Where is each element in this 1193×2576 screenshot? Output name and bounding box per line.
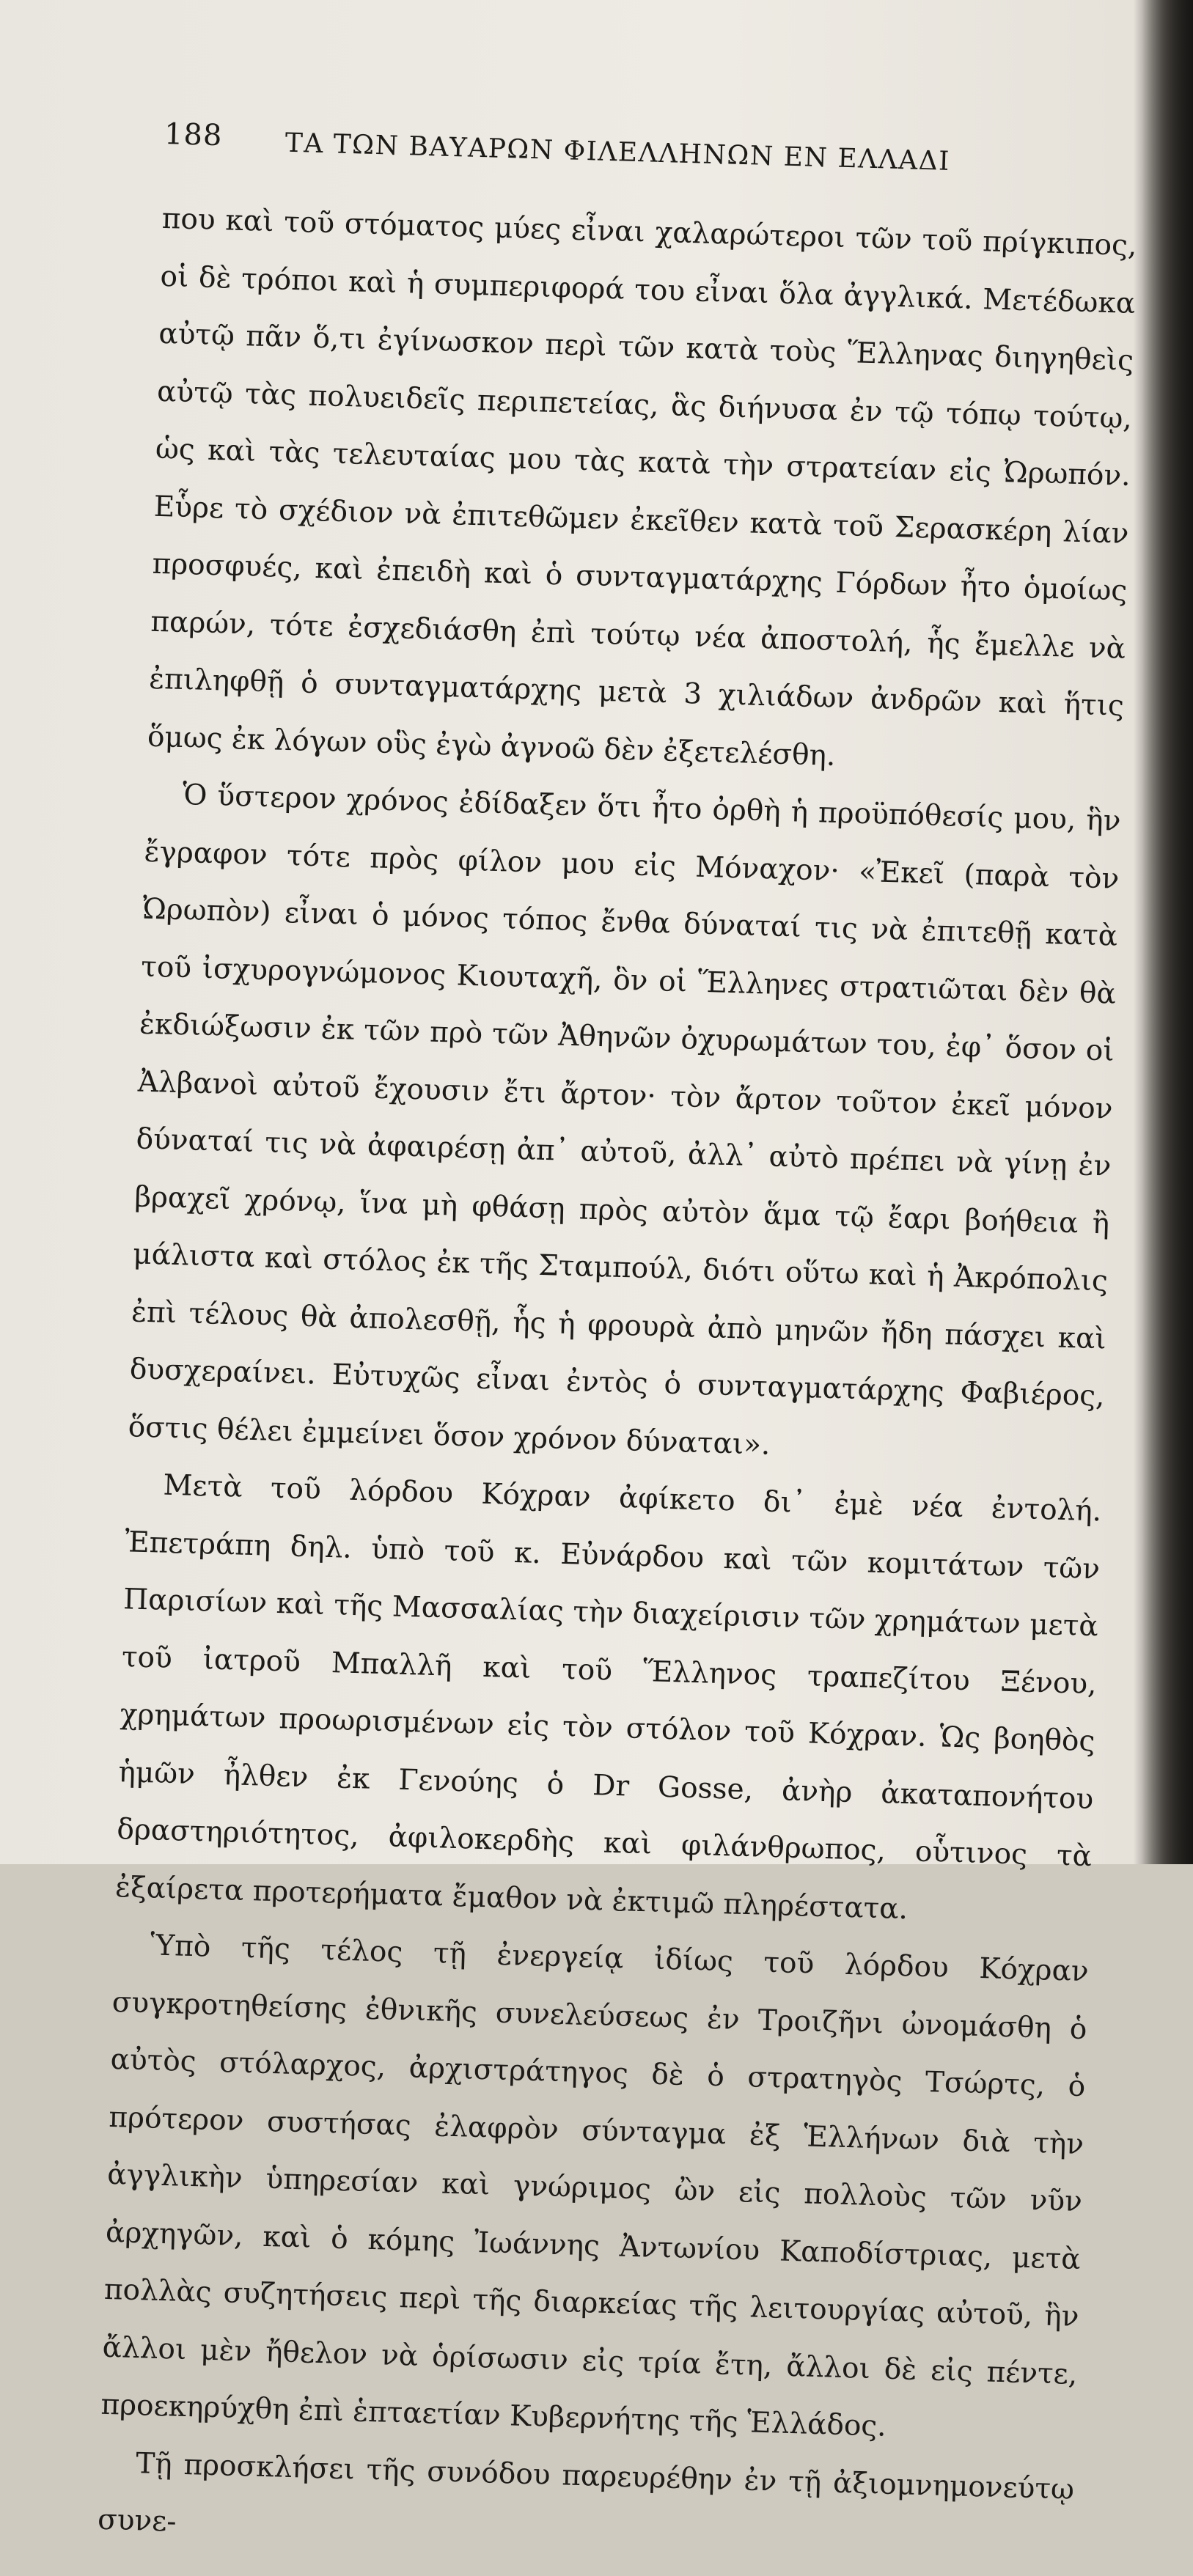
binding-shadow — [1142, 0, 1193, 1864]
paragraph-5: Τῇ προσκλήσει τῆς συνόδου παρευρέθην ἐν τῇ ἀξιομνημονεύτῳ συνε- — [97, 2446, 1075, 2539]
paragraph-3: Μετὰ τοῦ λόρδου Κόχραν ἀφίκετο δι᾽ ἐμὲ νέα ἐντολή. Ἐπετράπη δηλ. ὑπὸ τοῦ κ. Εὐνάρδου καὶ τῶν κομιτάτων τῶν Παρισίων καὶ τῆς Μασσαλίας τὴν διαχείρισιν τῶν χρημάτων μετὰ τοῦ ἰατροῦ Μπαλλῆ καὶ τοῦ Ἕλληνος τραπεζίτου Ξένου, χρημάτων προωρισμένων εἰς τὸν στόλον τοῦ Κόχραν. Ὡς βοηθὸς ἡμῶν ἦλθεν ἐκ Γενούης ὁ Dr Gosse, ἀνὴρ ἀκαταπονήτου δραστηριότητος, ἀφιλοκερδὴς καὶ φιλάνθρωπος, οὗτινος τὰ ἐξαίρετα προτερήματα ἔμαθον νὰ ἐκτιμῶ πληρέστατα. — [114, 1468, 1102, 1926]
book-page — [97, 110, 1139, 2576]
page-number: 188 — [164, 117, 224, 153]
body-text — [97, 191, 1137, 2576]
running-title: ΤΑ ΤΩΝ ΒΑΥΑΡΩΝ ΦΙΛΕΛΛΗΝΩΝ ΕΝ ΕΛΛΑΔΙ — [285, 128, 951, 177]
running-head — [163, 110, 1139, 203]
paragraph-1: που καὶ τοῦ στόματος μύες εἶναι χαλαρώτεροι τῶν τοῦ πρίγκιπος, οἱ δὲ τρόποι καὶ ἡ συμπεριφορά του εἶναι ὅλα ἀγγλικά. Μετέδωκα αὐτῷ πᾶν ὅ,τι ἐγίνωσκον περὶ τῶν κατὰ τοὺς Ἕλληνας διηγηθεὶς αὐτῷ τὰς πολυειδεῖς περιπετείας, ἃς διήνυσα ἐν τῷ τόπῳ τούτῳ, ὡς καὶ τὰς τελευταίας μου τὰς κατὰ τὴν στρατείαν εἰς Ὠρωπόν. Εὗρε τὸ σχέδιον νὰ ἐπιτεθῶμεν ἐκεῖθεν κατὰ τοῦ Σερασκέρη λίαν προσφυές, καὶ ἐπειδὴ καὶ ὁ συνταγματάρχης Γόρδων ἦτο ὁμοίως παρών, τότε ἐσχεδιάσθη ἐπὶ τούτῳ νέα ἀποστολή, ἧς ἔμελλε νὰ ἐπιληφθῇ ὁ συνταγματάρχης μετὰ 3 χιλιάδων ἀνδρῶν καὶ ἥτις ὅμως ἐκ λόγων οὓς ἐγὼ ἀγνοῶ δὲν ἐξετελέσθη. — [147, 202, 1137, 773]
paragraph-4: Ὑπὸ τῆς τέλος τῇ ἐνεργείᾳ ἰδίως τοῦ λόρδου Κόχραν συγκροτηθείσης ἐθνικῆς συνελεύσεως ἐν Τροιζῆνι ὠνομάσθη ὁ αὐτὸς στόλαρχος, ἀρχιστράτηγος δὲ ὁ στρατηγὸς Τσώρτς, ὁ πρότερον συστήσας ἐλαφρὸν σύνταγμα ἐξ Ἑλλήνων διὰ τὴν ἀγγλικὴν ὑπηρεσίαν καὶ γνώριμος ὢν εἰς πολλοὺς τῶν νῦν ἀρχηγῶν, καὶ ὁ κόμης Ἰωάννης Ἀντωνίου Καποδίστριας, μετὰ πολλὰς συζητήσεις περὶ τῆς διαρκείας τῆς λειτουργίας αὐτοῦ, ἣν ἄλλοι μὲν ἤθελον νὰ ὁρίσωσιν εἰς τρία ἔτη, ἄλλοι δὲ εἰς πέντε, προεκηρύχθη ἐπὶ ἑπταετίαν Κυβερνήτης τῆς Ἑλλάδος. — [100, 1929, 1090, 2443]
paragraph-2: Ὁ ὕστερον χρόνος ἐδίδαξεν ὅτι ἦτο ὀρθὴ ἡ προϋπόθεσίς μου, ἣν ἔγραφον τότε πρὸς φίλον μου εἰς Μόναχον· «Ἐκεῖ (παρὰ τὸν Ὠρωπὸν) εἶναι ὁ μόνος τόπος ἔνθα δύναταί τις νὰ ἐπιτεθῇ κατὰ τοῦ ἰσχυρογνώμονος Κιουταχῆ, ὃν οἱ Ἕλληνες στρατιῶται δὲν θὰ ἐκδιώξωσιν ἐκ τῶν πρὸ τῶν Ἀθηνῶν ὀχυρωμάτων του, ἐφ᾽ ὅσον οἱ Ἀλβανοὶ αὐτοῦ ἔχουσιν ἔτι ἄρτον· τὸν ἄρτον τοῦτον ἐκεῖ μόνον δύναταί τις νὰ ἀφαιρέσῃ ἀπ᾽ αὐτοῦ, ἀλλ᾽ αὐτὸ πρέπει νὰ γίνῃ ἐν βραχεῖ χρόνῳ, ἵνα μὴ φθάσῃ πρὸς αὐτὸν ἅμα τῷ ἔαρι βοήθεια ἢ μάλιστα καὶ στόλος ἐκ τῆς Σταμπούλ, διότι οὕτω καὶ ἡ Ἀκρόπολις ἐπὶ τέλους θὰ ἀπολεσθῇ, ἧς ἡ φρουρὰ ἀπὸ μηνῶν ἤδη πάσχει καὶ δυσχεραίνει. Εὐτυχῶς εἶναι ἐντὸς ὁ συνταγματάρχης Φαβιέρος, ὅστις θέλει ἐμμείνει ὅσον χρόνον δύναται». — [128, 779, 1122, 1462]
